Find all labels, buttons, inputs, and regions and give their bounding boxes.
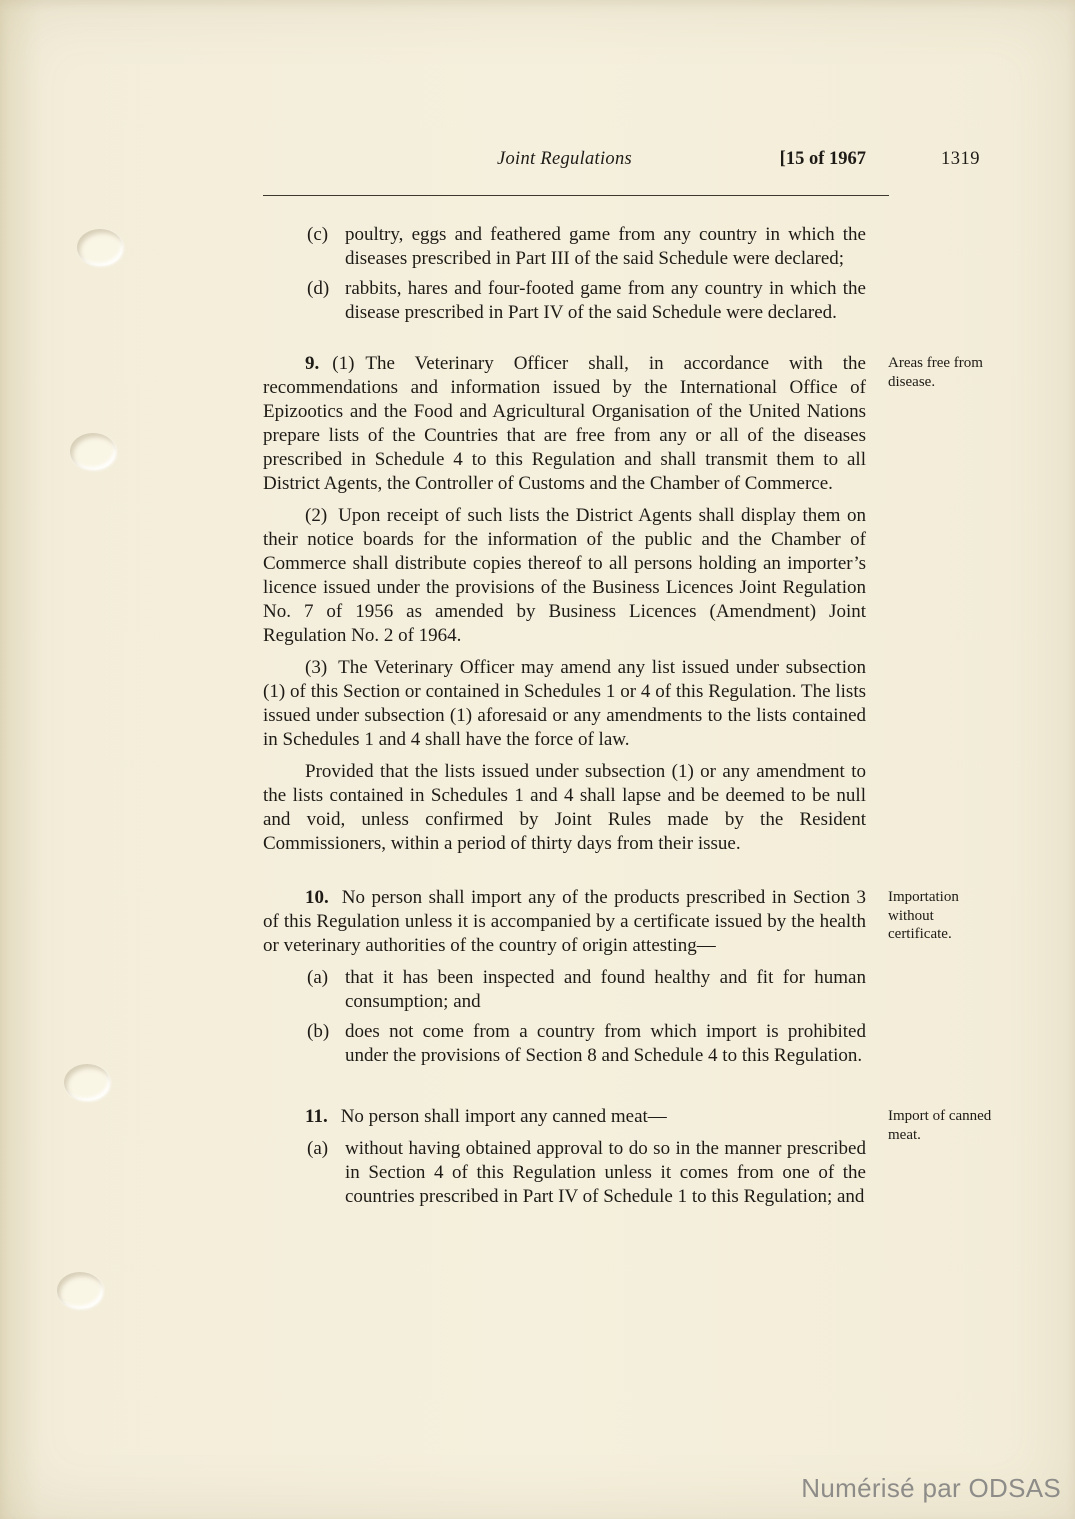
section-11-number: 11. — [305, 1106, 328, 1127]
section-11-paragraph — [263, 1105, 992, 1143]
section-10-item-a-label: (a) — [307, 967, 329, 988]
section-10-item-a-text: that it has been inspected and found healthy and fit for human consumption; and — [345, 967, 866, 1012]
punch-hole — [64, 1064, 110, 1101]
list-item-c — [263, 223, 866, 271]
section-9-paragraph-2 — [263, 504, 866, 648]
punch-hole — [77, 229, 123, 266]
section-10-item-b-label: (b) — [307, 1021, 330, 1042]
section-9-proviso-text: Provided that the lists issued under subsection (1) or any amendment to the lists contained in Schedules 1 and 4 shall lapse and be deemed to be null and void, unless confirmed by Joint Rules made by the Resident Commissioners, within a period of thirty days from their issue. — [263, 761, 866, 854]
section-9-number: 9. — [305, 353, 320, 374]
section-10-number: 10. — [305, 887, 329, 908]
scan-watermark: Numérisé par ODSAS — [801, 1473, 1061, 1503]
document-body — [263, 223, 992, 1215]
section-10-text: No person shall import any of the products prescribed in Section 3 of this Regulation unless it is accompanied by a certificate issued by the health or veterinary authorities of the country of origin attesting— — [263, 887, 866, 956]
section-10-item-a — [263, 966, 866, 1014]
section-11-item-a — [263, 1137, 866, 1209]
section-9-paragraph-1 — [263, 352, 983, 496]
list-item-d-label: (d) — [307, 278, 330, 299]
margin-note-importation: Importation without certificate. — [888, 889, 959, 942]
punch-hole — [57, 1272, 103, 1309]
section-9-subsection-1-number: (1) — [332, 353, 355, 374]
list-item-c-text: poultry, eggs and feathered game from any country in which the diseases prescribed in Part III of the said Schedule were declared; — [345, 224, 866, 269]
running-head-title: Joint Regulations — [496, 149, 633, 169]
section-10-paragraph — [263, 886, 959, 958]
section-10-item-b — [263, 1020, 866, 1068]
page-number: 1319 — [941, 149, 980, 169]
margin-note-areas-free: Areas free from disease. — [888, 355, 983, 390]
punch-hole — [70, 433, 116, 470]
margin-note-canned-meat: Import of canned meat. — [888, 1108, 992, 1143]
section-11-item-a-text: without having obtained approval to do so in the manner prescribed in Section 4 of this Regulation unless it comes from one of the countries prescribed in Part IV of Schedule 1 to this Regulation; and — [345, 1138, 866, 1207]
section-9-subsection-1-text: The Veterinary Officer shall, in accordance with the recommendations and information issued by the International Office of Epizootics and the Food and Agricultural Organisation of the United Nations prepare lists of the Countries that are free from any or all of the diseases prescribed in Schedule 4 to this Regulation and shall transmit them to all District Agents, the Controller of Customs and the Chamber of Commerce. — [263, 353, 866, 494]
section-10-item-b-text: does not come from a country from which import is prohibited under the provisions of Section 8 and Schedule 4 to this Regulation. — [345, 1021, 866, 1066]
section-11-item-a-label: (a) — [307, 1138, 329, 1159]
section-9-subsection-2-number: (2) — [305, 505, 328, 526]
list-item-c-label: (c) — [307, 224, 329, 245]
section-9-proviso — [263, 760, 866, 856]
list-item-d — [263, 277, 866, 325]
section-9-paragraph-3 — [263, 656, 866, 752]
list-item-d-text: rabbits, hares and four-footed game from any country in which the disease prescribed in Part IV of the said Schedule were declared. — [345, 278, 866, 323]
section-11-text: No person shall import any canned meat— — [340, 1106, 667, 1127]
running-head-citation: [15 of 1967 — [779, 149, 866, 169]
section-9-subsection-3-number: (3) — [305, 657, 328, 678]
section-9-subsection-3-text: The Veterinary Officer may amend any list issued under subsection (1) of this Section or contained in Schedules 1 or 4 of this Regulation. The lists issued under subsection (1) aforesaid or any amendments to the lists contained in Schedules 1 and 4 shall have the force of law. — [263, 657, 866, 750]
section-9-subsection-2-text: Upon receipt of such lists the District Agents shall display them on their notice boards for the information of the public and the Chamber of Commerce shall distribute copies thereof to all persons holding an importer’s licence issued under the provisions of the Business Licences Joint Regulation No. 7 of 1956 as amended by Business Licences (Amendment) Joint Regulation No. 2 of 1964. — [263, 505, 866, 646]
header-rule — [263, 195, 889, 196]
